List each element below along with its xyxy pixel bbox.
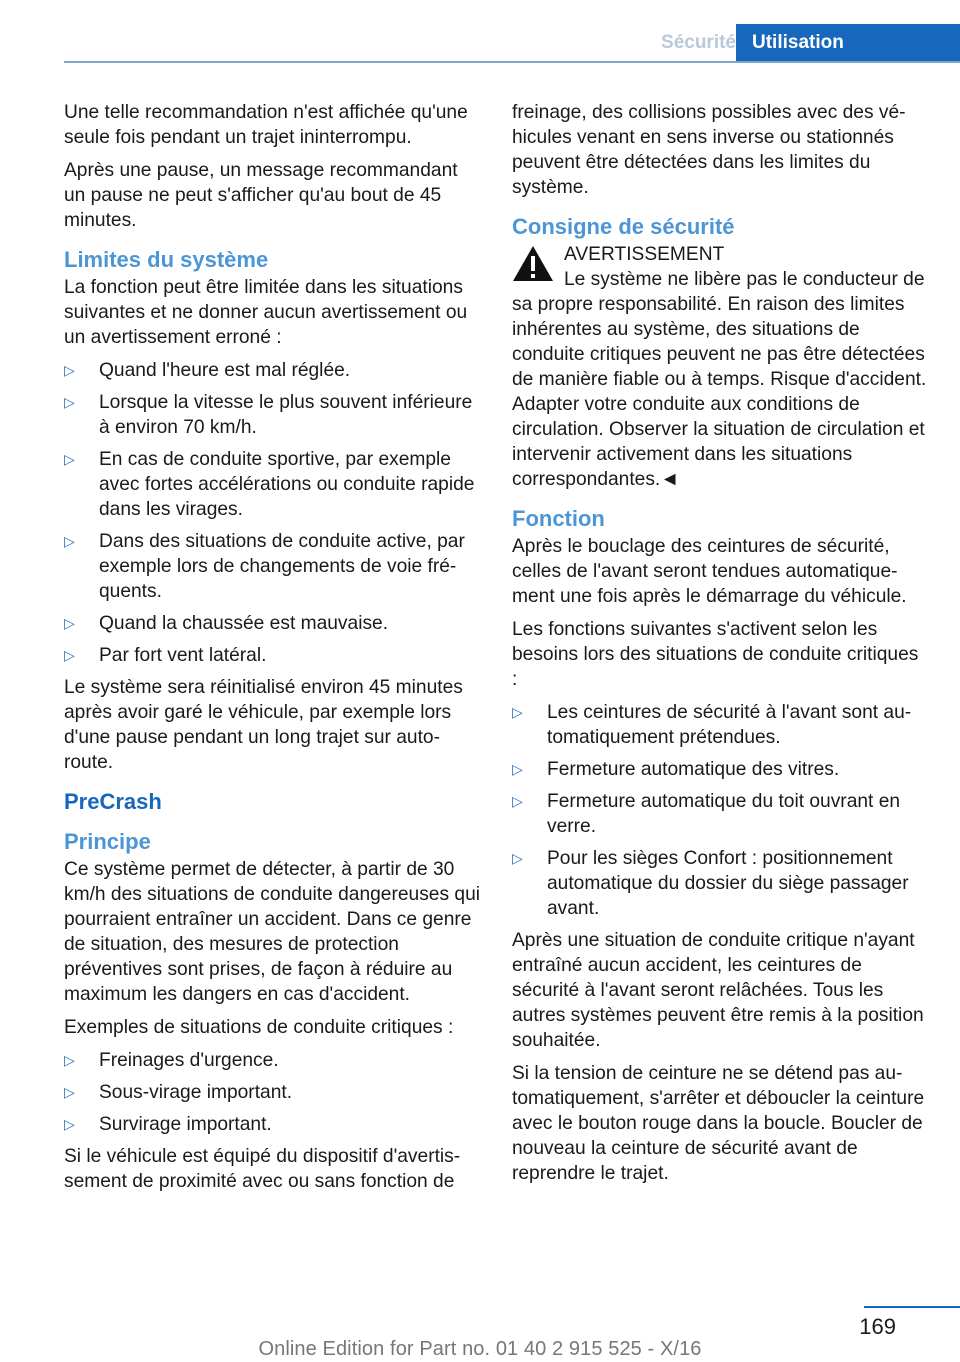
list-item <box>512 789 928 839</box>
paragraph: freinage, des collisions possibles avec des véhicules venant en sens inverse ou stationnés peuvent être détectées dans les limites du système. <box>512 102 906 198</box>
list-item-text: Dans des situations de conduite active, par exemple lors de changements de voie fréquents. <box>99 531 465 602</box>
header-rule <box>64 61 960 63</box>
list-item <box>64 643 480 668</box>
list-item-text: Survirage important. <box>99 1114 272 1135</box>
paragraph: La fonction peut être limitée dans les situations suivantes et ne donner aucun avertissement ou un avertissement erroné : <box>64 277 468 348</box>
paragraph: Après le bouclage des ceintures de sécurité, celles de l'avant seront tendues automatiquement une fois après le démarrage du véhicule. <box>512 536 907 607</box>
page-header <box>0 24 960 62</box>
edition-footer: Online Edition for Part no. 01 40 2 915 525 - X/16 <box>258 1338 702 1360</box>
list-item <box>64 611 480 636</box>
header-chapter-tab: Utilisation <box>736 24 960 62</box>
list-item <box>64 1080 480 1105</box>
list-item <box>64 1112 480 1137</box>
triangle-bullet-icon: ▷ <box>64 615 75 631</box>
triangle-bullet-icon: ▷ <box>64 362 75 378</box>
list-item-text: Les ceintures de sécurité à l'avant sont automatiquement prétendues. <box>547 702 912 748</box>
paragraph: Ce système permet de détecter, à partir de 30 km/h des situations de conduite dangereuses qui pourraient entraîner un accident. Dans ce genre de situation, des mesures de protection préventives sont prises, de façon à réduire au maximum les dangers en cas d'accident. <box>64 859 480 1005</box>
list-item-text: Quand l'heure est mal réglée. <box>99 360 351 381</box>
triangle-bullet-icon: ▷ <box>64 394 75 410</box>
list-item-text: Freinages d'urgence. <box>99 1050 279 1071</box>
warning-title: AVERTISSEMENT <box>564 244 725 265</box>
header-section: Sécurité <box>661 32 736 53</box>
list-item <box>64 529 480 604</box>
paragraph: Une telle recommandation n'est affichée qu'une seule fois pendant un trajet ininterrompu. <box>64 102 468 148</box>
list-item <box>64 390 480 440</box>
triangle-bullet-icon: ▷ <box>512 761 523 777</box>
list-item-text: Sous-virage important. <box>99 1082 293 1103</box>
list-item <box>512 846 928 921</box>
warning-triangle-icon <box>512 245 554 282</box>
warning-text: Le système ne libère pas le conducteur de sa propre responsabilité. En raison des limites inhérentes au système, des situations de conduite critiques peuvent ne pas être détectées de manière fiable ou à temps. Risque d'accident. Adapter votre conduite aux conditions de circulation. Observer la situation de circulation et intervenir activement dans les situations correspondantes.◄ <box>512 269 927 490</box>
limits-list <box>64 358 480 668</box>
list-item-text: Fermeture automatique des vitres. <box>547 759 840 780</box>
paragraph: Exemples de situations de conduite critiques : <box>64 1017 454 1038</box>
footer-rule <box>864 1306 960 1308</box>
triangle-bullet-icon: ▷ <box>64 647 75 663</box>
left-column <box>64 100 480 1202</box>
heading-principe: Principe <box>64 829 151 854</box>
heading-function: Fonction <box>512 506 605 531</box>
functions-list <box>512 700 928 921</box>
heading-safety: Consigne de sécurité <box>512 214 735 239</box>
list-item-text: En cas de conduite sportive, par exemple avec fortes accélérations ou conduite rapide dans les virages. <box>99 449 475 520</box>
triangle-bullet-icon: ▷ <box>64 451 75 467</box>
triangle-bullet-icon: ▷ <box>64 533 75 549</box>
list-item-text: Pour les sièges Confort : positionnement automatique du dossier du siège passager avant. <box>547 848 909 919</box>
triangle-bullet-icon: ▷ <box>512 850 523 866</box>
triangle-bullet-icon: ▷ <box>64 1084 75 1100</box>
paragraph: Si la tension de ceinture ne se détend pas automatiquement, s'arrêter et déboucler la ceinture avec le bouton rouge dans la boucle. Boucler de nouveau la ceinture de sécurité avant de reprendre le trajet. <box>512 1063 925 1184</box>
examples-list <box>64 1048 480 1137</box>
triangle-bullet-icon: ▷ <box>512 793 523 809</box>
list-item-text: Par fort vent latéral. <box>99 645 267 666</box>
triangle-bullet-icon: ▷ <box>64 1052 75 1068</box>
heading-limits: Limites du système <box>64 247 269 272</box>
heading-precrash: PreCrash <box>64 789 162 814</box>
right-column <box>512 100 928 1194</box>
paragraph: Après une pause, un message recommandant un pause ne peut s'afficher qu'au bout de 45 minutes. <box>64 160 458 231</box>
paragraph: Le système sera réinitialisé environ 45 minutes après avoir garé le véhicule, par exemple lors d'une pause pendant un long trajet sur autoroute. <box>64 677 463 773</box>
list-item-text: Lorsque la vitesse le plus souvent inférieure à environ 70 km/h. <box>99 392 473 438</box>
paragraph: Les fonctions suivantes s'activent selon les besoins lors des situations de conduite critiques : <box>512 619 919 690</box>
list-item <box>64 1048 480 1073</box>
paragraph: Après une situation de conduite critique n'ayant entraîné aucun accident, les ceintures de sécurité à l'avant seront relâchées. Tous les autres systèmes peuvent être remis à la position souhaitée. <box>512 930 924 1051</box>
list-item <box>64 358 480 383</box>
triangle-bullet-icon: ▷ <box>512 704 523 720</box>
paragraph: Si le véhicule est équipé du dispositif d'avertissement de proximité avec ou sans fonction de <box>64 1146 461 1192</box>
triangle-bullet-icon: ▷ <box>64 1116 75 1132</box>
list-item-text: Quand la chaussée est mauvaise. <box>99 613 389 634</box>
list-item <box>512 757 928 782</box>
list-item-text: Fermeture automatique du toit ouvrant en verre. <box>547 791 901 837</box>
list-item <box>512 700 928 750</box>
page-number: 169 <box>859 1314 896 1339</box>
warning-block <box>512 242 928 492</box>
list-item <box>64 447 480 522</box>
